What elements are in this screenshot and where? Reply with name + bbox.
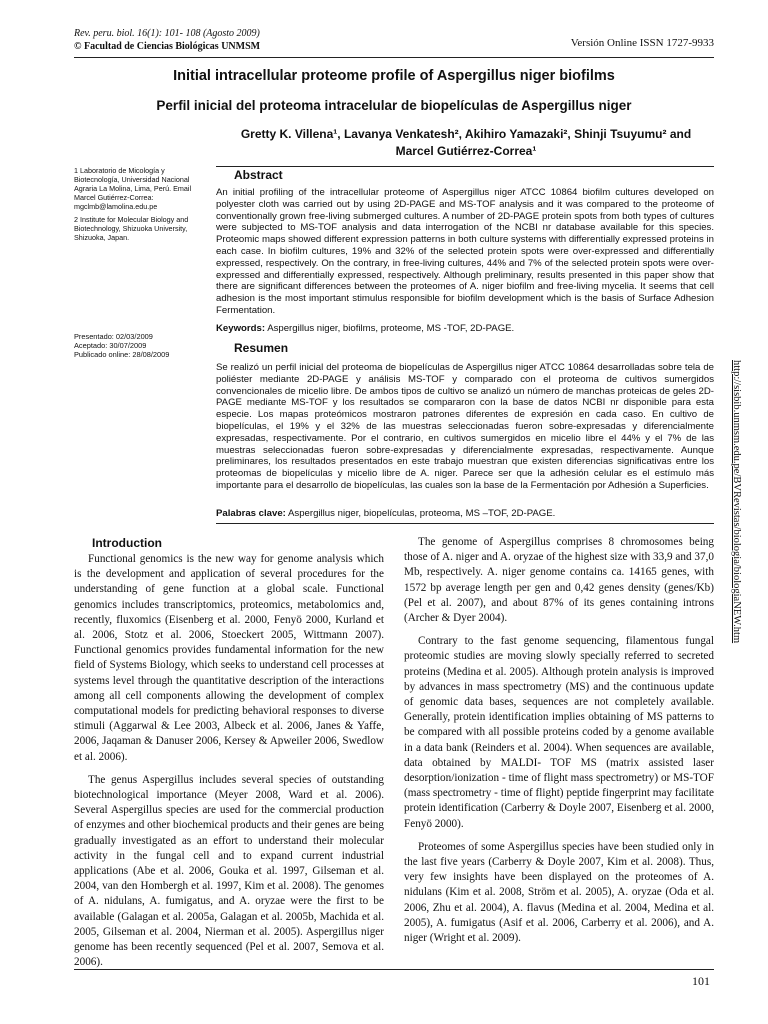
column-right <box>404 535 714 954</box>
resumen-rule <box>216 523 714 524</box>
header-rule <box>74 57 714 58</box>
paragraph: Proteomes of some Aspergillus species have been studied only in the last five years (Carberry & Doyle 2007, Kim et al. 2008). Thus, very few insights have been displayed on the proteomes of A. nidulans (Kim et al. 2008, Ström et al. 2005), A. oryzae (Oda et al. 2006, Zhu et al. 2004), A. flavus (Medina et al. 2004, Medina et al. 2005), A. fumigatus (Asif et al. 2006, Carberry et al. 2006), and A. niger (Wright et al. 2009). <box>404 840 714 945</box>
keywords-value: Aspergillus niger, biofilms, proteome, MS -TOF, 2D-PAGE. <box>267 323 515 334</box>
palabras-clave-label: Palabras clave: <box>216 508 286 519</box>
paragraph: The genome of Aspergillus comprises 8 chromosomes being those of A. niger and A. oryzae of the highest size with 33,9 and 37,0 Mb, respectively. A. niger genome contains ca. 14165 genes, with 1572 bp average length per gen and 0,42 genes density (genes/Kb) (Pel et al. 2007), and about 87% of its genes containing introns (Archer & Dyer 2004). <box>404 536 714 625</box>
date-published: Publicado online: 28/08/2009 <box>74 350 170 359</box>
page-number: 101 <box>692 974 710 988</box>
date-accepted: Aceptado: 30/07/2009 <box>74 341 147 350</box>
publication-dates <box>74 332 214 359</box>
abstract-heading: Abstract <box>234 168 283 182</box>
paragraph: The genus Aspergillus includes several species of outstanding biotechnological importance (Meyer 2008, Ward et al. 2006). Several Aspergillus species are used for the commercial production of enzymes and other biochemical products and their genes are being gradually investigated as an effort to understand their molecular activity in the fungal cell and to expand current industrial applications (Abe et al. 2006, Gouka et al. 1997, Gilseman et al. 2004, van den Hombergh et al. 1997, Kim et al. 2008). The genomes of A. nidulans, A. fumigatus, and A. oryzae were the first to be available (Galagan et al. 2005a, Galagan et al. 2005b, Machida et al. 2005, Gilseman et al. 2004, Nierman et al. 2005). Aspergillus niger genome has been recently sequenced (Pel et al. 2007, Semova et al. 2006). <box>74 773 384 969</box>
authors-line: Gretty K. Villena¹, Lavanya Venkatesh², Akihiro Yamazaki², Shinji Tsuyumu² and <box>240 127 692 141</box>
side-url-text[interactable]: http://sisbib.unmsm.edu.pe/BVRevistas/biologia/biologiaNEW.htm <box>731 360 742 644</box>
resumen-heading: Resumen <box>234 341 289 355</box>
footer-rule <box>74 969 714 970</box>
affiliation: 1 Laboratorio de Micología y Biotecnología, Universidad Nacional Agraria La Molina, Lima, Perú. Email Marcel Gutiérrez-Correa: mgclmb@lamolina.edu.pe <box>74 166 192 211</box>
journal-citation-line: Rev. peru. biol. 16(1): 101- 108 (Agosto 2009) <box>74 28 260 39</box>
authors-line: Marcel Gutiérrez-Correa¹ <box>395 144 537 158</box>
palabras-clave <box>216 508 714 519</box>
authors <box>216 126 716 160</box>
paper-title: Initial intracellular proteome profile of Aspergillus niger biofilms <box>173 68 615 84</box>
column-left <box>74 552 384 978</box>
copyright-line: © Facultad de Ciencias Biológicas UNMSM <box>74 41 261 52</box>
palabras-clave-value: Aspergillus niger, biopelículas, proteoma, MS –TOF, 2D-PAGE. <box>288 508 556 519</box>
affiliations <box>74 166 206 246</box>
side-url-link[interactable] <box>726 360 746 750</box>
affiliation: 2 Institute for Molecular Biology and Biotechnology, Shizuoka University, Shizuoka, Japan. <box>74 215 189 242</box>
keywords <box>216 323 714 334</box>
paper-subtitle: Perfil inicial del proteoma intracelular de biopelículas de Aspergillus niger <box>156 98 632 113</box>
keywords-label: Keywords: <box>216 323 266 334</box>
issn-label: Versión Online ISSN 1727-9933 <box>570 37 714 49</box>
abstract-rule <box>216 166 714 167</box>
date-presented: Presentado: 02/03/2009 <box>74 332 153 341</box>
resumen-text: Se realizó un perfil inicial del proteoma de biopelículas de Aspergillus niger ATCC 10864 desarrolladas sobre tela de poliéster mediante 2D-PAGE y análisis MS-TOF y comparado con el proteoma de cultivos sumergidos convencionales de micelio libre. De ambos tipos de cultivo se analizó un número de manchas proteicas de geles 2D-PAGE mediante MS-TOF y los resultados se compararon con la base de datos NCBI nr disponible para esta especie. Los mapas proteómicos mostraron patrones diferentes de expresión en cada caso. En cultivo de biopelículas, el 19% y el 32% de las muestras seleccionadas fueron sobre-expresadas y diferencialmente expresadas, respectivamente. Por el contrario, en cultivos sumergidos en micelio libre el 44% y el 7% de las muestras seleccionadas fueron sobre-expresadas y diferencialmente expresadas, respectivamente. Aunque preliminares, los resultados presentados en este trabajo muestran que existen diferencias significativas entre los proteomas de biopelículas y micelio libre de A. niger. Parece ser que la adhesión celular es el estímulo más importante para el desarrollo de biopelículas, las cuales son la base de la Fermentación por Adhesión a Superficies. <box>216 362 714 491</box>
journal-citation <box>74 27 260 53</box>
introduction-heading: Introduction <box>92 536 162 550</box>
paragraph: Functional genomics is the new way for genome analysis which is the development and application of several procedures for the understanding of gene function at a global scale. Functional genomics includes transcriptomics, proteomics, metabolomics and, recently, fluxomics (Eisenberg et al. 2000, Fenyö 2000, Kurland et al. 2006, Stotz et al. 2006, Stoeckert 2005, Wittmann 2007). Functional genomics provides fundamental information for the new field of Systems Biology, which seeks to understand cell processes at systems level through the quantitative description of the interactions among all cell components allowing the development of complex computational models for predicting behavioral responses to diverse stimuli (Aggarwal & Lee 2003, Albeck et al. 2006, Janes & Yaffe, 2006, Jaqaman & Danuser 2006, Kersey & Apweiler 2006, Swedlow et al. 2006). <box>74 553 384 763</box>
paragraph: Contrary to the fast genome sequencing, filamentous fungal proteomic studies are moving slowly specially referred to secreted proteins (Medina et al. 2005). Although protein analysis is improved by advances in mass spectrometry (MS) and the continuous update of genomic data bases, sequences are not completely available. Generally, protein identification implies obtaining of MS patterns to be compared with all possible proteins coded by a genome available in a data bank (Reinders et al. 2004). When sequences are available, data obtained by MALDI- TOF MS (matrix assisted laser desorption/ionization - time of flight mass spectrometry) or MS-TOF (mass spectrometry - time of flight) peptide fingerprint may facilitate protein identification (Carberry & Doyle 2007, Eisenberg et al. 2000, Fenyö 2000). <box>404 635 714 830</box>
abstract-text: An initial profiling of the intracellular proteome of Aspergillus niger ATCC 10864 biofilm cultures developed on polyester cloth was carried out by using 2D-PAGE and MS-TOF analysis and it was compared to the proteome of conventionally grown free-living submerged cultures. A number of 2D-PAGE protein spots from both types of cultures were subjected to MS-TOF analysis and data interrogation of the NCBI nr database available for this species. Proteomic maps showed different expression patterns in both culture systems with differentially expressed proteins in each case. In biofilm cultures, 19% and 32% of the selected protein spots were over-expressed and differentially expressed, respectively. On the contrary, in free-living cultures, 44% and 7% of the selected protein spots were over-expressed and differentially expressed, respectively. Although preliminary, results presented in this paper show that there are significant differences between the proteomes of A. niger biofilm and free-living mycelia. It seems that cell adhesion is the most important stimulus responsible for biofilm development which is the basis of Surface Adhesion Fermentation. <box>216 187 714 316</box>
